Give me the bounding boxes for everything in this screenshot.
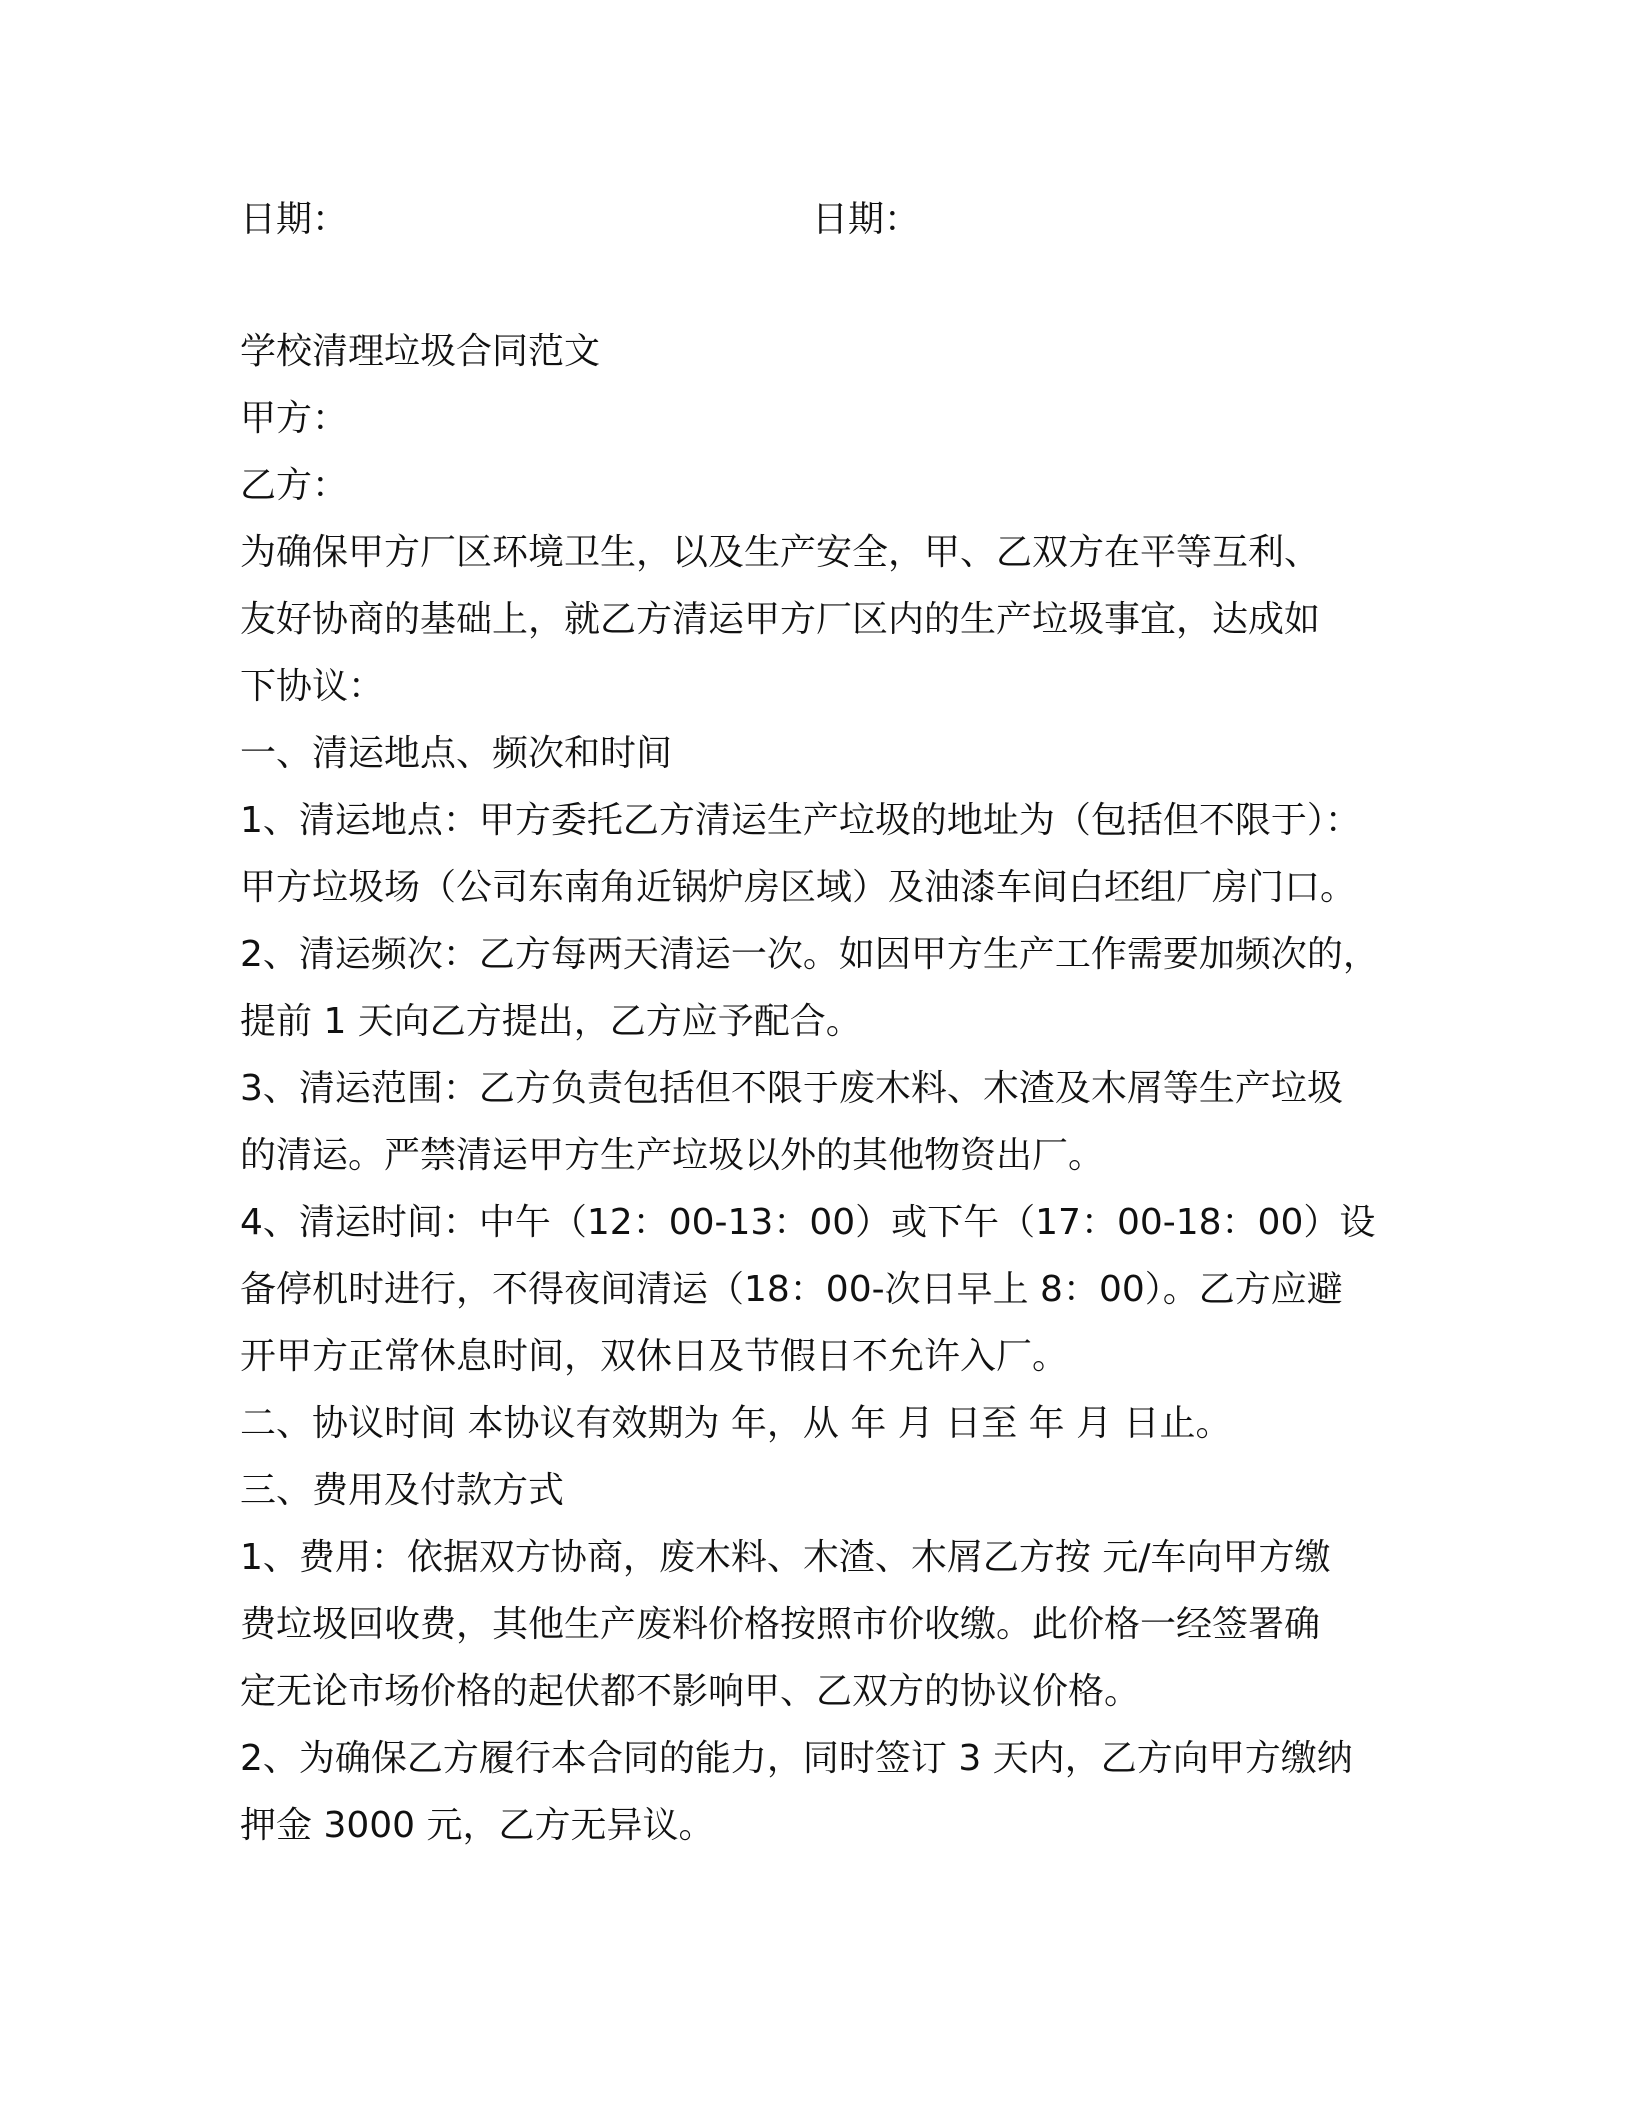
- text-line: 定无论市场价格的起伏都不影响甲、乙双方的协议价格。: [240, 1671, 1141, 1712]
- contract-body: [240, 318, 1400, 1859]
- text-line: 备停机时进行，不得夜间清运（18：00-次日早上 8：00）。乙方应避: [240, 1269, 1343, 1310]
- party-a-label: 甲方：: [240, 398, 349, 439]
- text-line: 下协议：: [240, 666, 385, 707]
- section-heading: 一、清运地点、频次和时间: [240, 733, 673, 774]
- section-heading: 三、费用及付款方式: [240, 1470, 565, 1511]
- date-right-label: 日期：: [812, 199, 921, 240]
- text-line: 甲方垃圾场（公司东南角近锅炉房区域）及油漆车间白坯组厂房门口。: [240, 867, 1357, 908]
- date-left-label: 日期：: [240, 199, 349, 240]
- section-heading: 二、协议时间 本协议有效期为 年，从 年 月 日至 年 月 日止。: [240, 1403, 1232, 1444]
- text-line: 为确保甲方厂区环境卫生，以及生产安全，甲、乙双方在平等互利、: [240, 532, 1321, 573]
- text-line: 3、清运范围：乙方负责包括但不限于废木料、木渣及木屑等生产垃圾: [240, 1068, 1343, 1109]
- document-title: 学校清理垃圾合同范文: [240, 331, 601, 372]
- text-line: 1、清运地点：甲方委托乙方清运生产垃圾的地址为（包括但不限于）：: [240, 800, 1361, 841]
- text-line: 4、清运时间：中午（12：00-13：00）或下午（17：00-18：00）设: [240, 1202, 1376, 1243]
- text-line: 提前 1 天向乙方提出，乙方应予配合。: [240, 1001, 862, 1042]
- text-line: 1、费用：依据双方协商，废木料、木渣、木屑乙方按 元/车向甲方缴: [240, 1537, 1331, 1578]
- date-row: [240, 190, 1390, 250]
- text-line: 2、清运频次：乙方每两天清运一次。如因甲方生产工作需要加频次的，: [240, 934, 1379, 975]
- text-line: 押金 3000 元，乙方无异议。: [240, 1805, 715, 1846]
- party-b-label: 乙方：: [240, 465, 349, 506]
- text-line: 友好协商的基础上，就乙方清运甲方厂区内的生产垃圾事宜，达成如: [240, 599, 1321, 640]
- text-line: 2、为确保乙方履行本合同的能力，同时签订 3 天内，乙方向甲方缴纳: [240, 1738, 1353, 1779]
- text-line: 的清运。严禁清运甲方生产垃圾以外的其他物资出厂。: [240, 1135, 1105, 1176]
- text-line: 费垃圾回收费，其他生产废料价格按照市价收缴。此价格一经签署确: [240, 1604, 1321, 1645]
- text-line: 开甲方正常休息时间，双休日及节假日不允许入厂。: [240, 1336, 1069, 1377]
